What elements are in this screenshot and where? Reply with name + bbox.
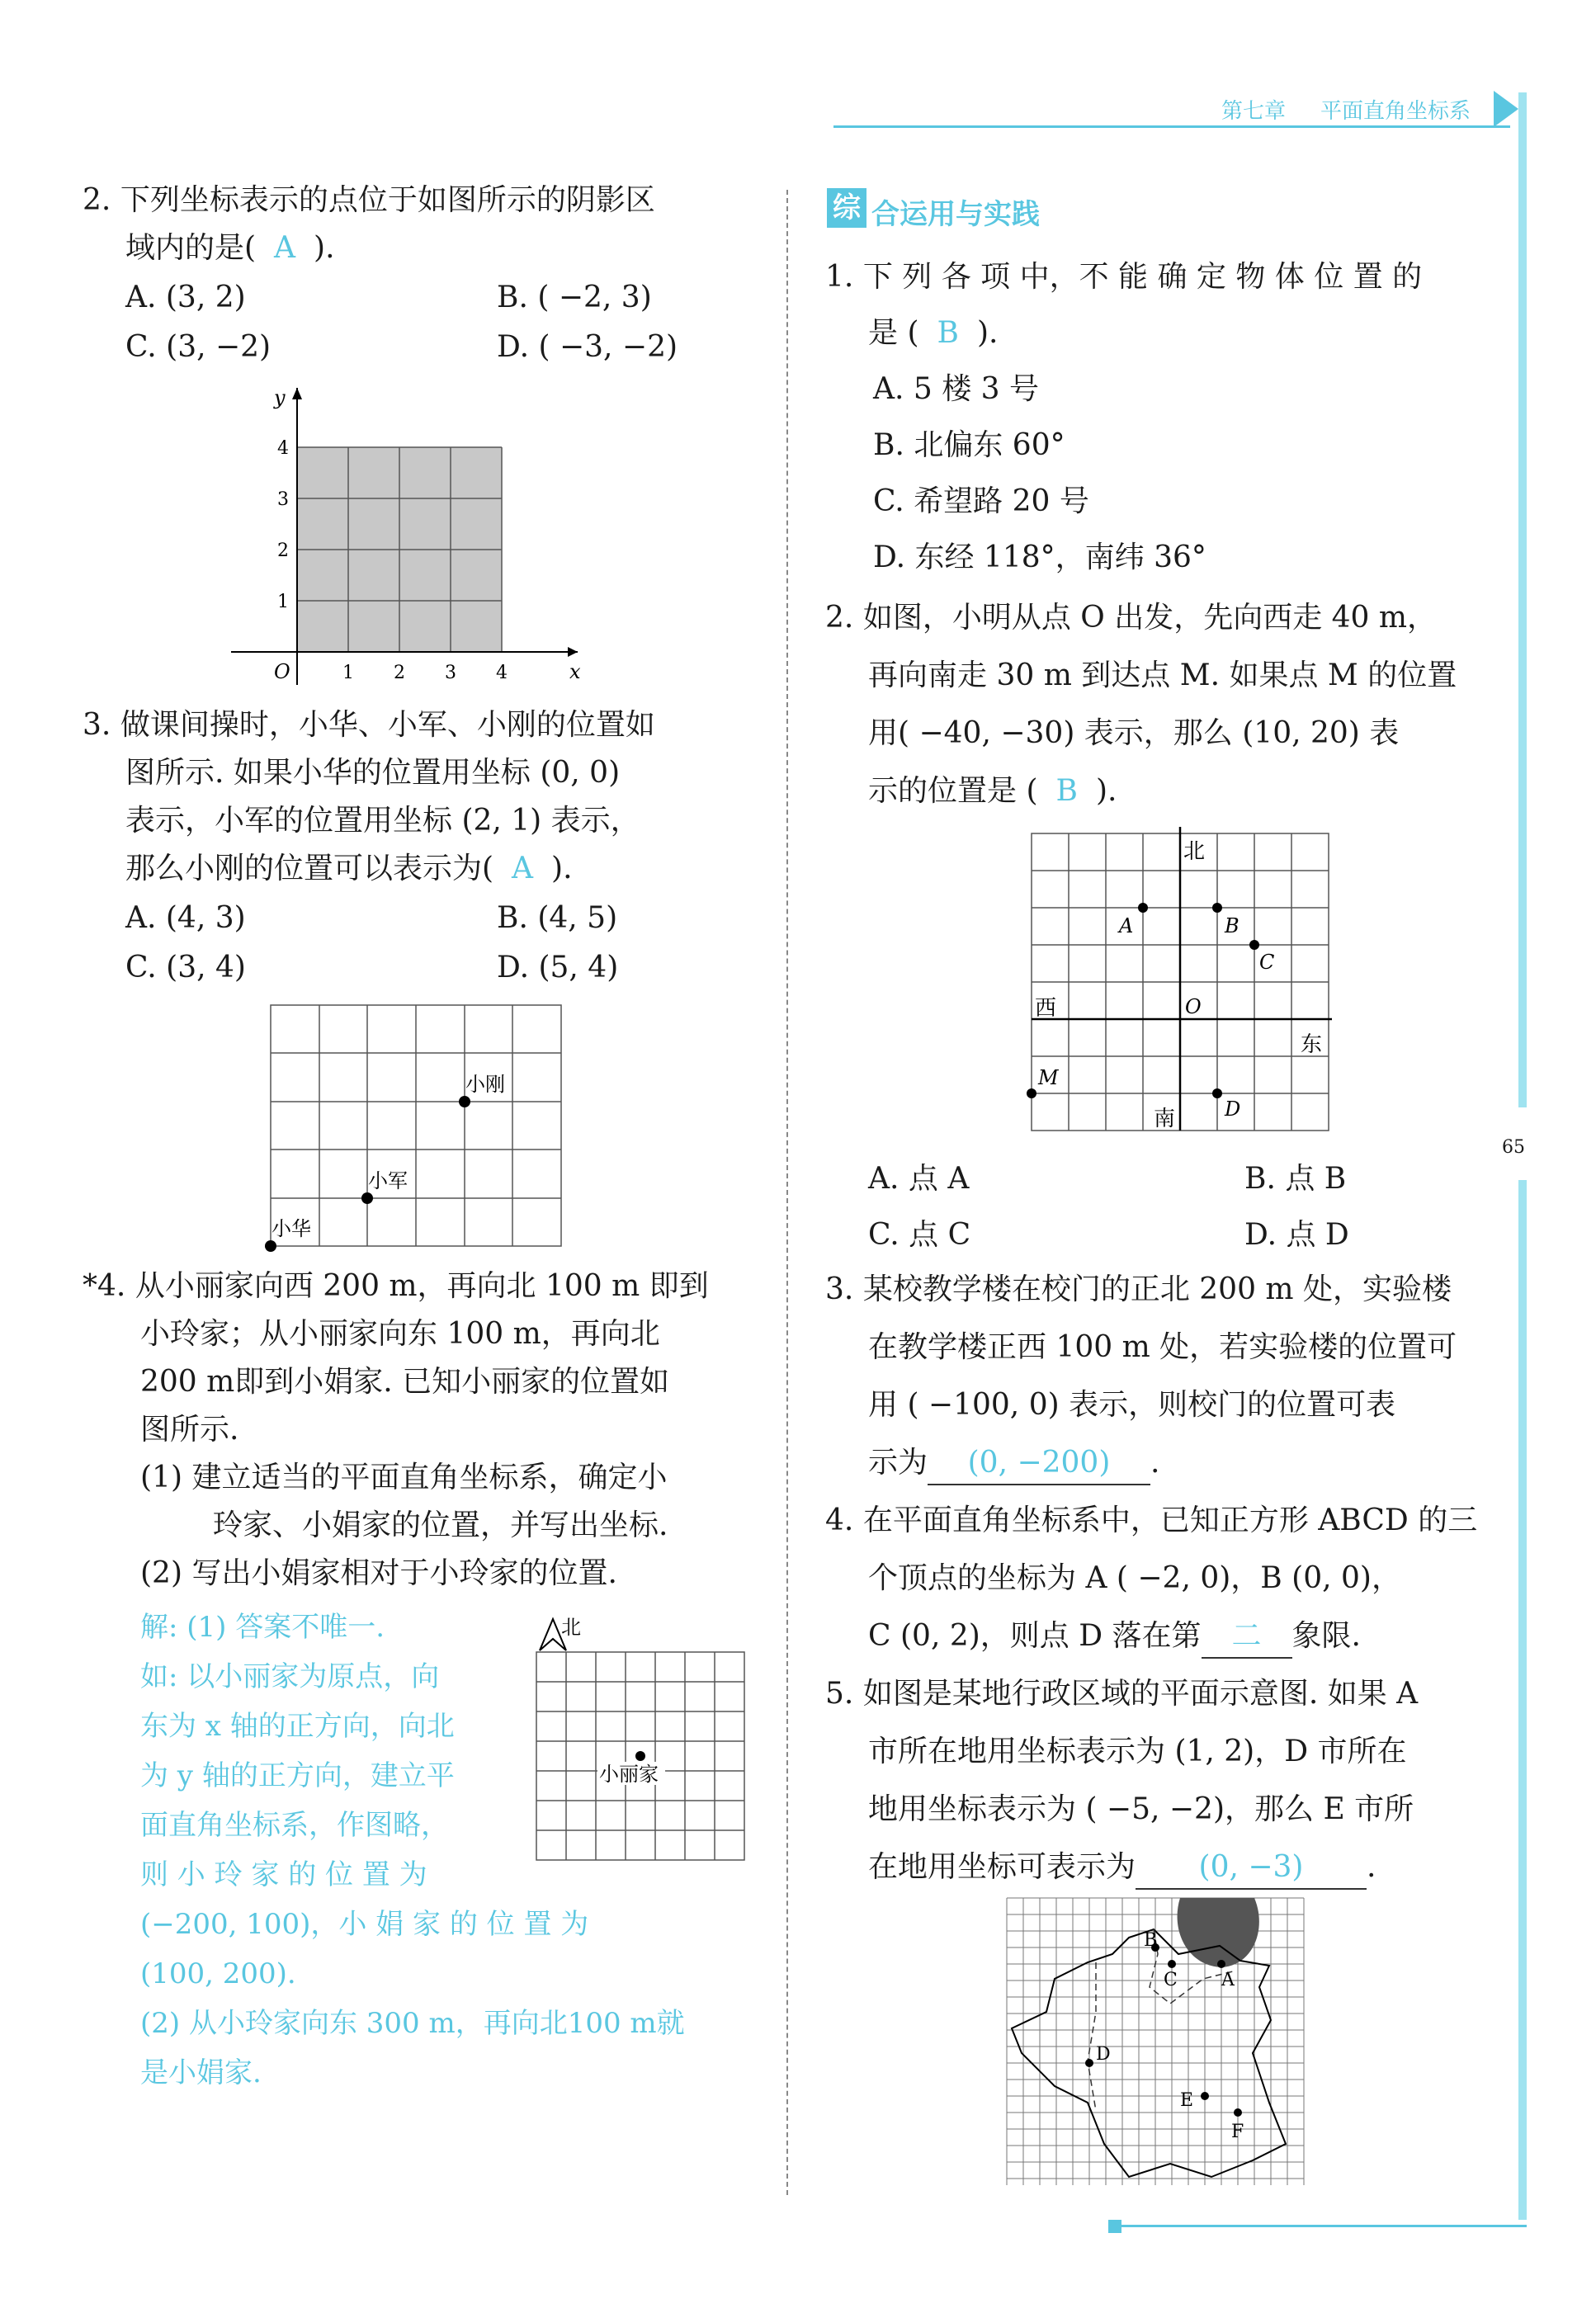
answer-q4-right: 二 [1202, 1616, 1292, 1659]
chapter-label: 第七章 [1221, 99, 1287, 124]
svg-text:E: E [1180, 2090, 1194, 2111]
question-4-left: *4. 从小丽家向西 200 m，再向北 100 m 即到 小玲家；从小丽家向东 100 m，再向北 200 m即到小娟家. 已知小丽家的位置如 图所示. (1) 建立适当的平面直角坐标系，确定小 玲家、小娟家的位置，并写出坐标. (2) 写出小娟家相对于小玲家的位置. [83, 1269, 709, 1590]
question-3-left: 3. 做课间操时，小华、小军、小刚的位置如 图所示. 如果小华的位置用坐标 (0, 0) 表示，小军的位置用坐标 (2, 1) 表示， 那么小刚的位置可以表示为( A ). [83, 708, 655, 885]
xiaoli-home-grid [528, 1609, 759, 1873]
svg-text:B: B [1144, 1930, 1158, 1951]
label-xiaoli-home: 小丽家 [599, 1763, 659, 1786]
y-axis-label: y [274, 386, 286, 409]
svg-text:西: 西 [1035, 996, 1057, 1021]
option-c: C. 点 C [868, 1218, 971, 1252]
classmates-position-grid [264, 998, 569, 1254]
bottom-rule [1114, 2225, 1527, 2227]
svg-text:4: 4 [277, 438, 289, 459]
option-d: D. (5, 4) [497, 951, 619, 984]
svg-text:B: B [1225, 914, 1239, 937]
svg-text:北: 北 [561, 1616, 581, 1639]
svg-text:A: A [1221, 1970, 1235, 1990]
svg-text:F: F [1231, 2122, 1244, 2142]
label-xiaogang: 小刚 [465, 1073, 505, 1096]
svg-text:O: O [1185, 995, 1202, 1018]
option-c: C. (3, −2) [125, 330, 272, 364]
answer-q2-left: A [274, 231, 296, 265]
svg-text:C: C [1164, 1970, 1178, 1990]
option-d: D. 点 D [1244, 1218, 1349, 1252]
svg-text:A: A [1119, 914, 1134, 937]
label-xiaojun: 小军 [368, 1169, 408, 1192]
svg-text:3: 3 [445, 663, 456, 683]
question-2-left: 2. 下列坐标表示的点位于如图所示的阴影区 域内的是( A ). [83, 183, 655, 265]
option-a: A. (3, 2) [125, 281, 246, 314]
answer-q3-right: (0, −200) [928, 1442, 1150, 1485]
x-axis-label: x [569, 660, 581, 683]
option-a: A. 点 A [868, 1162, 970, 1196]
svg-text:D: D [1096, 2044, 1111, 2065]
section-title: 合运用与实践 [871, 198, 1040, 231]
option-d: D. ( −3, −2) [497, 330, 678, 364]
svg-text:3: 3 [277, 489, 289, 510]
svg-text:南: 南 [1154, 1107, 1176, 1131]
origin-label: O [274, 660, 290, 683]
svg-text:2: 2 [394, 663, 405, 683]
direction-grid [1023, 825, 1337, 1139]
shaded-region-graph [231, 380, 594, 693]
arrow-icon [1494, 91, 1518, 127]
option-b: B. 点 B [1244, 1162, 1347, 1196]
svg-text:东: 东 [1301, 1032, 1323, 1057]
option-b: B. ( −2, 3) [497, 281, 652, 314]
option-a: A. (4, 3) [125, 901, 246, 935]
svg-text:1: 1 [342, 663, 354, 683]
question-2-right: 2. 如图，小明从点 O 出发，先向西走 40 m， 再向南走 30 m 到达点 M. 如果点 M 的位置 用( −40, −30) 表示，那么 (10, 20) 表 示的位置是 ( B ). [825, 601, 1457, 808]
column-divider [786, 190, 788, 2195]
question-3-right: 3. 某校教学楼在校门的正北 200 m 处，实验楼 在教学楼正西 100 m 处，若实验楼的位置可 用 ( −100, 0) 表示，则校门的位置可表 示为 (0, −200) . [825, 1261, 1502, 1492]
page-number: 65 [1502, 1137, 1525, 1158]
svg-text:1: 1 [277, 592, 289, 612]
region-map [1005, 1896, 1306, 2187]
bottom-marker [1108, 2220, 1121, 2233]
answer-q2-right: B [1055, 774, 1078, 808]
option-c: C. (3, 4) [125, 951, 246, 984]
answer-q5-right: (0, −3) [1136, 1847, 1367, 1890]
svg-text:D: D [1225, 1098, 1241, 1121]
right-margin-bar-top [1518, 92, 1527, 1107]
svg-text:2: 2 [277, 541, 289, 561]
label-xiaohua: 小华 [272, 1217, 311, 1240]
svg-text:4: 4 [496, 663, 508, 683]
svg-text:M: M [1038, 1066, 1059, 1089]
solution-q4: 解: (1) 答案不唯一. 如: 以小丽家为原点，向 东为 x 轴的正方向，向北 为 y 轴的正方向，建立平 面直角坐标系，作图略， 则 小 玲 家 的 位 置 为 (−200, 100)，小 娟 家 的 位 置 为 (100, 200). (2) 从小玲家向东 300 m，再向北100 m就 是小娟家. [140, 1611, 685, 2089]
question-4-right: 4. 在平面直角坐标系中，已知正方形 ABCD 的三 个顶点的坐标为 A ( −2, 0)，B (0, 0)， C (0, 2)，则点 D 落在第 二 象限. [825, 1492, 1502, 1665]
chapter-title: 平面直角坐标系 [1320, 99, 1471, 124]
question-5-right: 5. 如图是某地行政区域的平面示意图. 如果 A 市所在地用坐标表示为 (1, 2)，D 市所在 地用坐标表示为 ( −5, −2)，那么 E 市所 在地用坐标可表示为 (0, −3) . [825, 1665, 1502, 1896]
question-1-right: 1. 下 列 各 项 中，不 能 确 定 物 体 位 置 的 是 ( B ). A. 5 楼 3 号 B. 北偏东 60° C. 希望路 20 号 D. 东经 118°，南纬 36° [825, 260, 1423, 574]
svg-text:北: 北 [1183, 839, 1206, 864]
header-bar [833, 89, 1510, 132]
answer-q1-right: B [937, 316, 959, 350]
option-b: B. (4, 5) [497, 901, 618, 935]
right-margin-bar-bottom [1518, 1180, 1527, 2220]
answer-q3-left: A [512, 852, 534, 885]
svg-text:C: C [1259, 951, 1275, 974]
section-badge: 综 [827, 188, 866, 228]
